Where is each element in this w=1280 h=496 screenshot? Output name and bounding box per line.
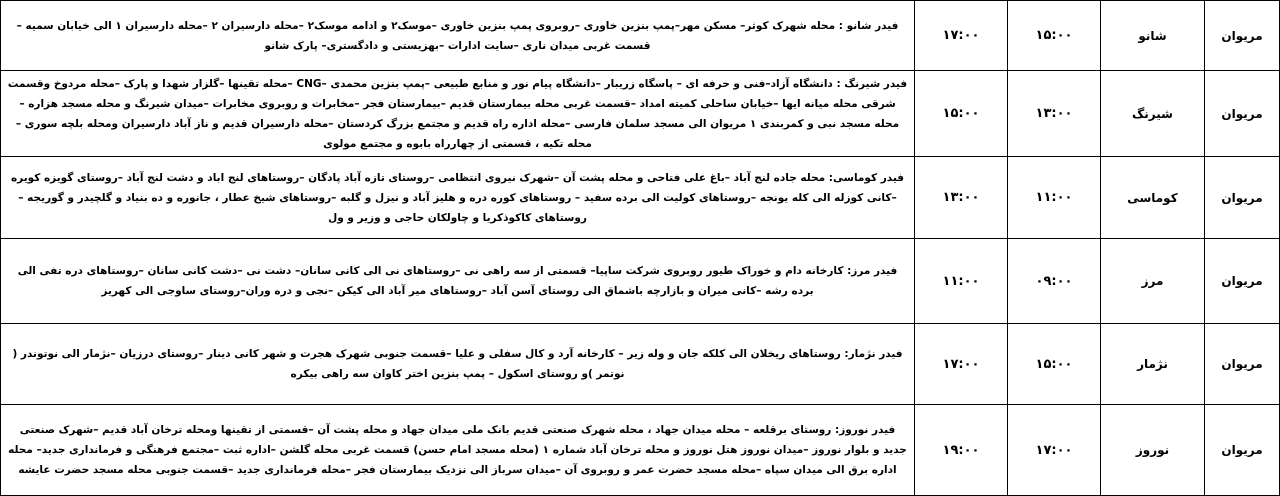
end-time-cell: ۱۹:۰۰ xyxy=(915,405,1008,496)
end-time-cell: ۱۷:۰۰ xyxy=(915,324,1008,405)
start-time-cell: ۱۳:۰۰ xyxy=(1008,71,1101,157)
city-cell: مریوان xyxy=(1205,239,1280,324)
city-cell: مریوان xyxy=(1205,324,1280,405)
start-time-cell: ۱۵:۰۰ xyxy=(1008,324,1101,405)
city-cell: مریوان xyxy=(1205,405,1280,496)
city-cell: مریوان xyxy=(1205,157,1280,239)
table-row xyxy=(1,1,1280,71)
end-time-cell: ۱۷:۰۰ xyxy=(915,1,1008,71)
end-time-cell: ۱۳:۰۰ xyxy=(915,157,1008,239)
areas-cell: فیدر نژمار: روستاهای ریخلان الی کلکه جان و وله زیر – کارخانه آرد و کال سفلی و علیا –قسمت جنوبی شهرک هجرت و شهر کانی دینار –روستای درزیان –نژمار الی نوتوندر ( نوتمر )و روستای اسکول – پمپ بنزین اختر کاوان سه راهی بیکره xyxy=(1,324,915,405)
feeder-cell: شانو xyxy=(1101,1,1205,71)
feeder-cell: کوماسی xyxy=(1101,157,1205,239)
areas-cell: فیدر شیرنگ : دانشگاه آزاد–فنی و حرفه ای – پاسگاه زریبار –دانشگاه پیام نور و منابع طبیعی –پمپ بنزین محمدی –CNG –محله تقینها –گلزار شهدا و پارک –محله مردوخ وقسمت شرقی محله میانه ایها –خیابان ساحلی کمیته امداد –قسمت غربی محله بیمارستان قدیم –بیمارستان فجر –مخابرات و روبروی مخابرات –میدان شیرنگ و محله مسجد هزاره –محله مسجد نبی و کمربندی ۱ مریوان الی مسجد سلمان فارسی –محله اداره راه قدیم و مجتمع بزرگ کردستان –محله دارسیران قدیم و ناز آباد دارسیران ومحله بلچه سوری –محله تکیه ، قسمتی از چهارراه بابوه و مجتمع مولوی xyxy=(1,71,915,157)
table-row xyxy=(1,405,1280,496)
table-row xyxy=(1,239,1280,324)
feeder-cell: مرز xyxy=(1101,239,1205,324)
areas-cell: فیدر کوماسی: محله جاده لنج آباد –باغ علی فتاحی و محله پشت آن –شهرک نیروی انتظامی –روستای تازه آباد پادگان –روستاهای لنج اباد و دشت لنج آباد –روستای گویزه کویره –کانی کوزله الی کله یونجه –روستاهای کولیت الی برده سفید – روستاهای کوره دره و هلیز آباد و نیزل و گلبه –روستاهای شیخ عطار ، جانوره و ده بنیاد و گلچیدر و گوریجه –روستاهای کاکوذکریا و چاولکان حاجی و وزیر و ول xyxy=(1,157,915,239)
areas-cell: فیدر نوروز: روستای برقلعه – محله میدان جهاد ، محله شهرک صنعتی قدیم بانک ملی میدان جهاد و محله پشت آن –قسمتی از تقینها ومحله ترخان آباد قدیم –شهرک صنعتی جدید و بلوار نوروز –میدان نوروز هتل نوروز و محله ترخان آباد شماره ۱ (محله مسجد امام حسن) قسمت غربی محله گلشن –اداره ثبت –مجتمع فرهنگی و فرمانداری جدید– محله اداره برق الی میدان سپاه –محله مسجد حضرت عمر و روبروی آن –میدان سرباز الی نزدیک بیمارستان فجر –محله فرمانداری جدید –قسمت جنوبی محله مسجد حضرت عایشه xyxy=(1,405,915,496)
start-time-cell: ۱۷:۰۰ xyxy=(1008,405,1101,496)
start-time-cell: ۱۱:۰۰ xyxy=(1008,157,1101,239)
feeder-cell: شیرنگ xyxy=(1101,71,1205,157)
areas-cell: فیدر مرز: کارخانه دام و خوراک طیور روبروی شرکت ساپیا– قسمتی از سه راهی نی –روستاهای نی الی کانی سانان– دشت نی –دشت کانی سانان –روستاهای دره تفی الی برده رشه –کانی میران و بازارچه باشماق الی روستای آسن آباد –روستاهای میر آباد الی کیکن –نجی و دره وران–روستای ساوجی الی کهریز xyxy=(1,239,915,324)
feeder-cell: نژمار xyxy=(1101,324,1205,405)
table-row xyxy=(1,71,1280,157)
start-time-cell: ۱۵:۰۰ xyxy=(1008,1,1101,71)
areas-cell: فیدر شانو : محله شهرک کوثر– مسکن مهر–پمپ بنزین خاوری –روبروی پمپ بنزین خاوری –موسک۲ و ادامه موسک۲ –محله دارسیران ۲ –محله دارسیران ۱ الی خیابان سمیه –قسمت غربی میدان ناری –سایت ادارات –بهزیستی و دادگستری– پارک شانو xyxy=(1,1,915,71)
end-time-cell: ۱۱:۰۰ xyxy=(915,239,1008,324)
city-cell: مریوان xyxy=(1205,1,1280,71)
feeder-cell: نوروز xyxy=(1101,405,1205,496)
end-time-cell: ۱۵:۰۰ xyxy=(915,71,1008,157)
table-row xyxy=(1,324,1280,405)
start-time-cell: ۰۹:۰۰ xyxy=(1008,239,1101,324)
table-row xyxy=(1,157,1280,239)
city-cell: مریوان xyxy=(1205,71,1280,157)
